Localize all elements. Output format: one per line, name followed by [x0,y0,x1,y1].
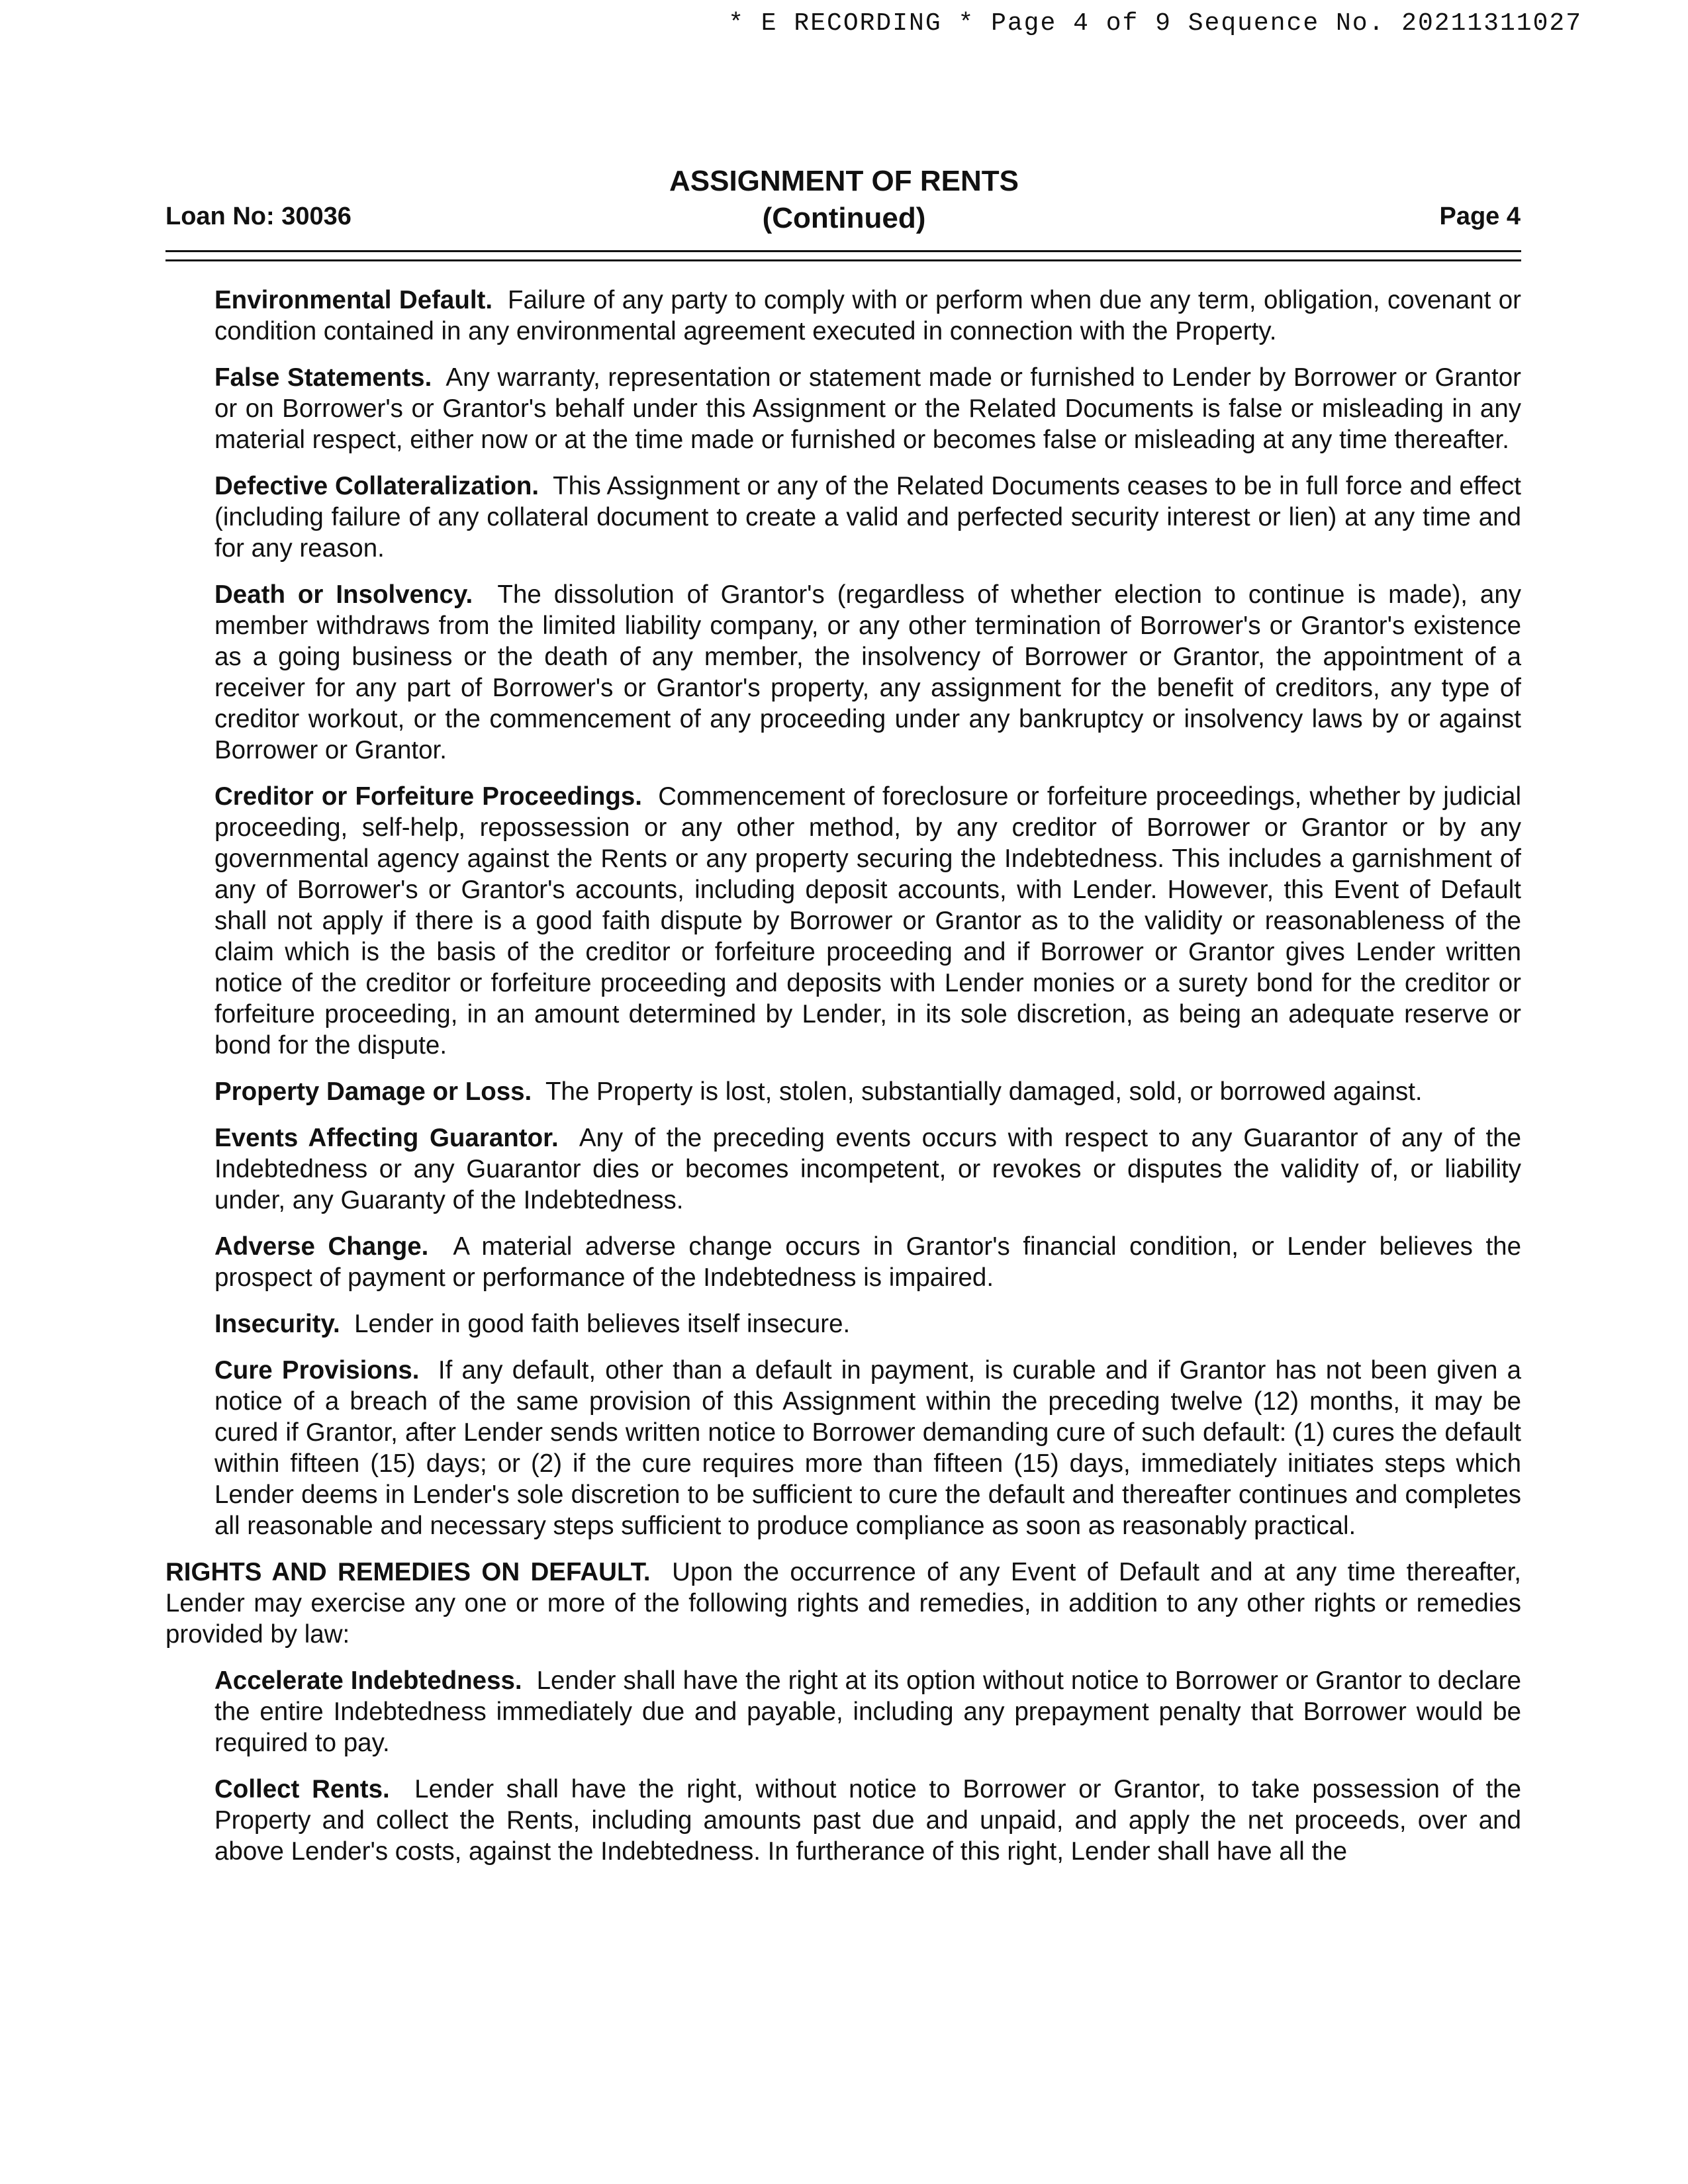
paragraph-text: Lender shall have the right, without notice to Borrower or Grantor, to take possession of the Property and collect the Rents, including amounts past due and unpaid, and apply the net proceeds, over and above Lender's costs, against the Indebtedness. In furtherance of this right, Lender shall have all the [214,1775,1521,1866]
paragraph-heading: Defective Collateralization. [214,472,539,500]
paragraph-text: Lender in good faith believes itself insecure. [354,1310,851,1338]
section-paragraph [165,1557,1521,1650]
paragraph-heading: Cure Provisions. [214,1356,420,1385]
paragraph [214,1665,1521,1758]
paragraph-heading: False Statements. [214,363,432,392]
paragraph [214,1308,1521,1340]
loan-number: Loan No: 30036 [165,203,352,230]
paragraph [214,1231,1521,1293]
paragraph [214,579,1521,766]
paragraph-heading: Accelerate Indebtedness. [214,1666,522,1695]
paragraph [214,1355,1521,1541]
section-text: Upon the occurrence of any Event of Default and at any time thereafter, Lender may exercise any one or more of the following rights and remedies, in addition to any other rights or remedies provided by law: [165,1558,1521,1649]
paragraph-heading: Death or Insolvency. [214,580,473,609]
paragraph-text: Any of the preceding events occurs with respect to any Guarantor of any of the Indebtedness or any Guarantor dies or becomes incompetent, or revokes or disputes the validity of, or liability under, any Guaranty of the Indebtedness. [214,1124,1521,1214]
paragraph [214,471,1521,564]
document-subtitle: (Continued) [762,202,926,234]
section-heading: RIGHTS AND REMEDIES ON DEFAULT. [165,1558,651,1586]
paragraph-heading: Property Damage or Loss. [214,1077,532,1106]
page-number: Page 4 [1439,203,1521,230]
paragraph-text: A material adverse change occurs in Grantor's financial condition, or Lender believes the prospect of payment or performance of the Indebtedness is impaired. [214,1232,1521,1292]
paragraph-heading: Events Affecting Guarantor. [214,1124,559,1152]
paragraph-text: This Assignment or any of the Related Documents ceases to be in full force and effect (including failure of any collateral document to create a valid and perfected security interest or lien) at any time and for any reason. [214,472,1521,563]
paragraph-text: The dissolution of Grantor's (regardless of whether election to continue is made), any member withdraws from the limited liability company, or any other termination of Borrower's or Grantor's existence as a going business or the death of any member, the insolvency of Borrower or Grantor, the appointment of a receiver for any part of Borrower's or Grantor's property, any assignment for the benefit of creditors, any type of creditor workout, or the commencement of any proceeding under any bankruptcy or insolvency laws by or against Borrower or Grantor. [214,580,1521,764]
paragraph-text: Commencement of foreclosure or forfeiture proceedings, whether by judicial proceeding, self-help, repossession or any other method, by any creditor of Borrower or Grantor or by any governmental agency against the Rents or any property securing the Indebtedness. This includes a garnishment of any of Borrower's or Grantor's accounts, including deposit accounts, with Lender. However, this Event of Default shall not apply if there is a good faith dispute by Borrower or Grantor as to the validity or reasonableness of the claim which is the basis of the creditor or forfeiture proceeding and if Borrower or Grantor gives Lender written notice of the creditor or forfeiture proceeding and deposits with Lender monies or a surety bond for the creditor or forfeiture proceeding, in an amount determined by Lender, in its sole discretion, as being an adequate reserve or bond for the dispute. [214,782,1521,1060]
paragraph [214,1774,1521,1867]
paragraph [214,781,1521,1061]
paragraph [214,285,1521,347]
recording-header: * E RECORDING * Page 4 of 9 Sequence No. 20211311027 [728,9,1582,38]
paragraph-heading: Environmental Default. [214,286,493,314]
header-rule-top [165,250,1521,252]
header-rule-bottom [165,259,1521,261]
document-body [165,285,1521,1882]
paragraph-heading: Creditor or Forfeiture Proceedings. [214,782,642,811]
paragraph-heading: Adverse Change. [214,1232,429,1261]
paragraph-text: Failure of any party to comply with or perform when due any term, obligation, covenant or condition contained in any environmental agreement executed in connection with the Property. [214,286,1522,345]
paragraph-heading: Collect Rents. [214,1775,390,1803]
paragraph-text: The Property is lost, stolen, substantially damaged, sold, or borrowed against. [545,1077,1423,1106]
paragraph-heading: Insecurity. [214,1310,340,1338]
document-title: ASSIGNMENT OF RENTS [669,165,1019,197]
paragraph-text: If any default, other than a default in payment, is curable and if Grantor has not been given a notice of a breach of the same provision of this Assignment within the preceding twelve (12) months, it may be cured if Grantor, after Lender sends written notice to Borrower demanding cure of such default: (1) cures the default within fifteen (15) days; or (2) if the cure requires more than fifteen (15) days, immediately initiates steps which Lender deems in Lender's sole discretion to be sufficient to cure the default and thereafter continues and completes all reasonable and necessary steps sufficient to produce compliance as soon as reasonably practical. [214,1356,1522,1540]
paragraph-text: Lender shall have the right at its option without notice to Borrower or Grantor to declare the entire Indebtedness immediately due and payable, including any prepayment penalty that Borrower would be required to pay. [214,1666,1521,1757]
paragraph-text: Any warranty, representation or statement made or furnished to Lender by Borrower or Grantor or on Borrower's or Grantor's behalf under this Assignment or the Related Documents is false or misleading in any material respect, either now or at the time made or furnished or becomes false or misleading at any time thereafter. [214,363,1521,454]
paragraph [214,362,1521,455]
paragraph [214,1076,1521,1107]
paragraph [214,1122,1521,1216]
